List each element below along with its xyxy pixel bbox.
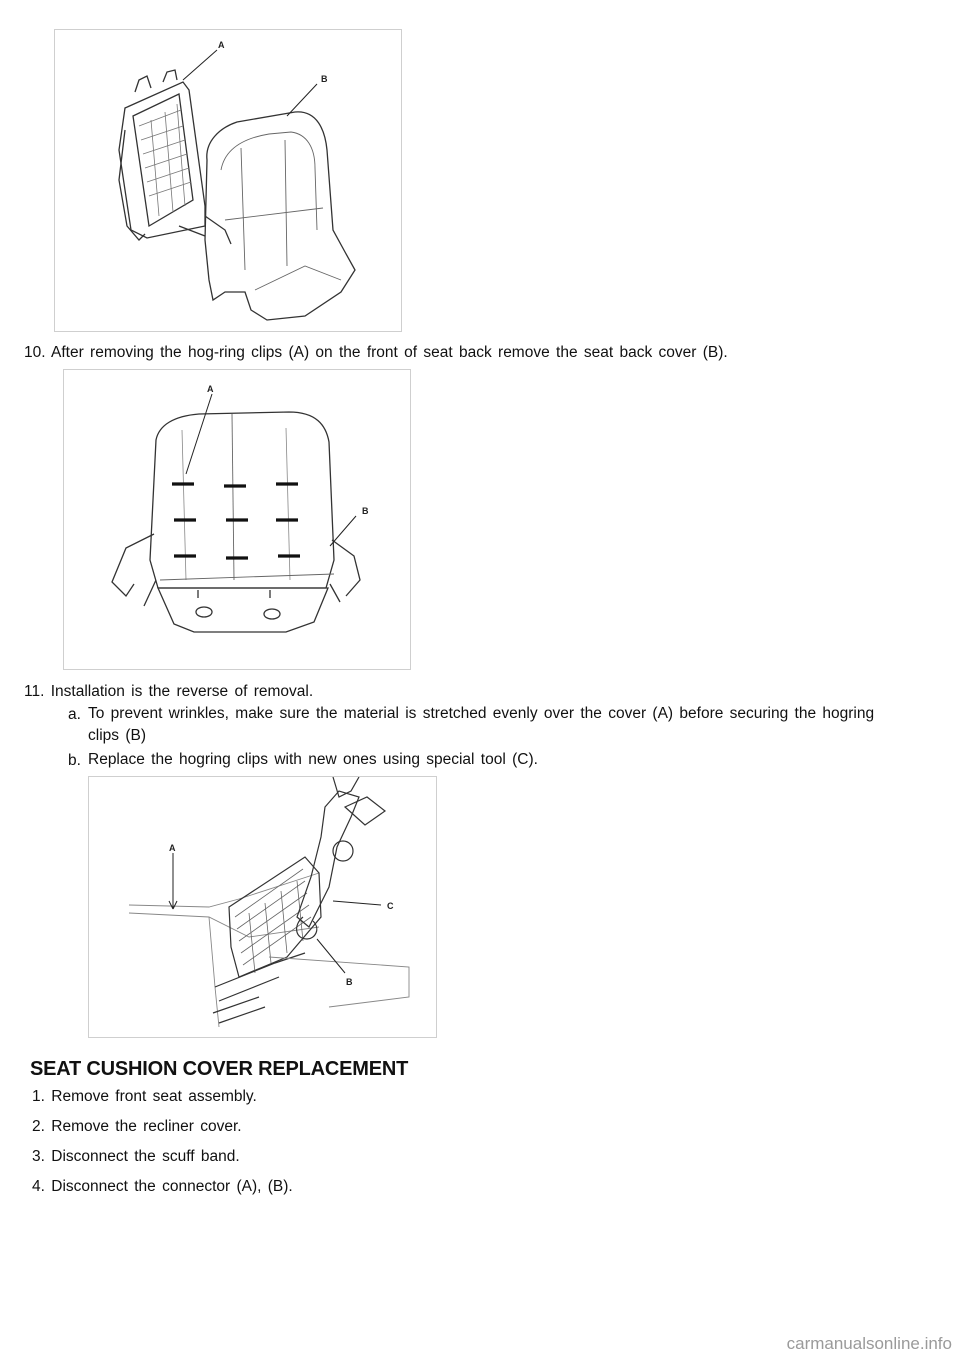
substep-text-a: To prevent wrinkles, make sure the material is stretched evenly over the cover (A) before securing the hogring clips (B) (88, 705, 875, 744)
step-10 (24, 344, 728, 362)
section-step-4 (32, 1178, 293, 1196)
seat-back-illustration (55, 30, 401, 331)
step-number: 3. (32, 1148, 45, 1165)
step-text: Remove front seat assembly. (51, 1088, 257, 1105)
step-number: 1. (32, 1088, 45, 1105)
label-a: A (207, 384, 214, 394)
section-step-2 (32, 1118, 242, 1136)
figure-seat-back-cover-removed (54, 29, 402, 332)
figure-special-tool (88, 776, 437, 1038)
label-c: C (387, 901, 394, 911)
special-tool-illustration (89, 777, 436, 1037)
label-b: B (362, 506, 369, 516)
step-number: 10. (24, 344, 46, 361)
step-text: Disconnect the scuff band. (51, 1148, 240, 1165)
section-heading: SEAT CUSHION COVER REPLACEMENT (30, 1058, 409, 1080)
seat-back-front-illustration (64, 370, 410, 669)
step-number: 2. (32, 1118, 45, 1135)
substep-letter-a: a. (68, 706, 81, 723)
step-number: 11. (24, 683, 45, 700)
step-11 (24, 683, 313, 701)
section-step-3 (32, 1148, 240, 1166)
section-step-1 (32, 1088, 257, 1106)
label-b: B (346, 977, 353, 987)
label-a: A (218, 40, 225, 50)
substep-text-b: Replace the hogring clips with new ones using special tool (C). (88, 751, 538, 768)
step-text: Remove the recliner cover. (51, 1118, 242, 1135)
label-b: B (321, 74, 328, 84)
step-number: 4. (32, 1178, 45, 1195)
figure-hog-ring-clips (63, 369, 411, 670)
label-a: A (169, 843, 176, 853)
step-text: Disconnect the connector (A), (B). (51, 1178, 293, 1195)
watermark: carmanualsonline.info (786, 1334, 952, 1353)
substep-letter-b: b. (68, 752, 81, 769)
step-text: After removing the hog-ring clips (A) on the front of seat back remove the seat back cover (B). (51, 344, 728, 361)
step-text: Installation is the reverse of removal. (50, 683, 314, 700)
